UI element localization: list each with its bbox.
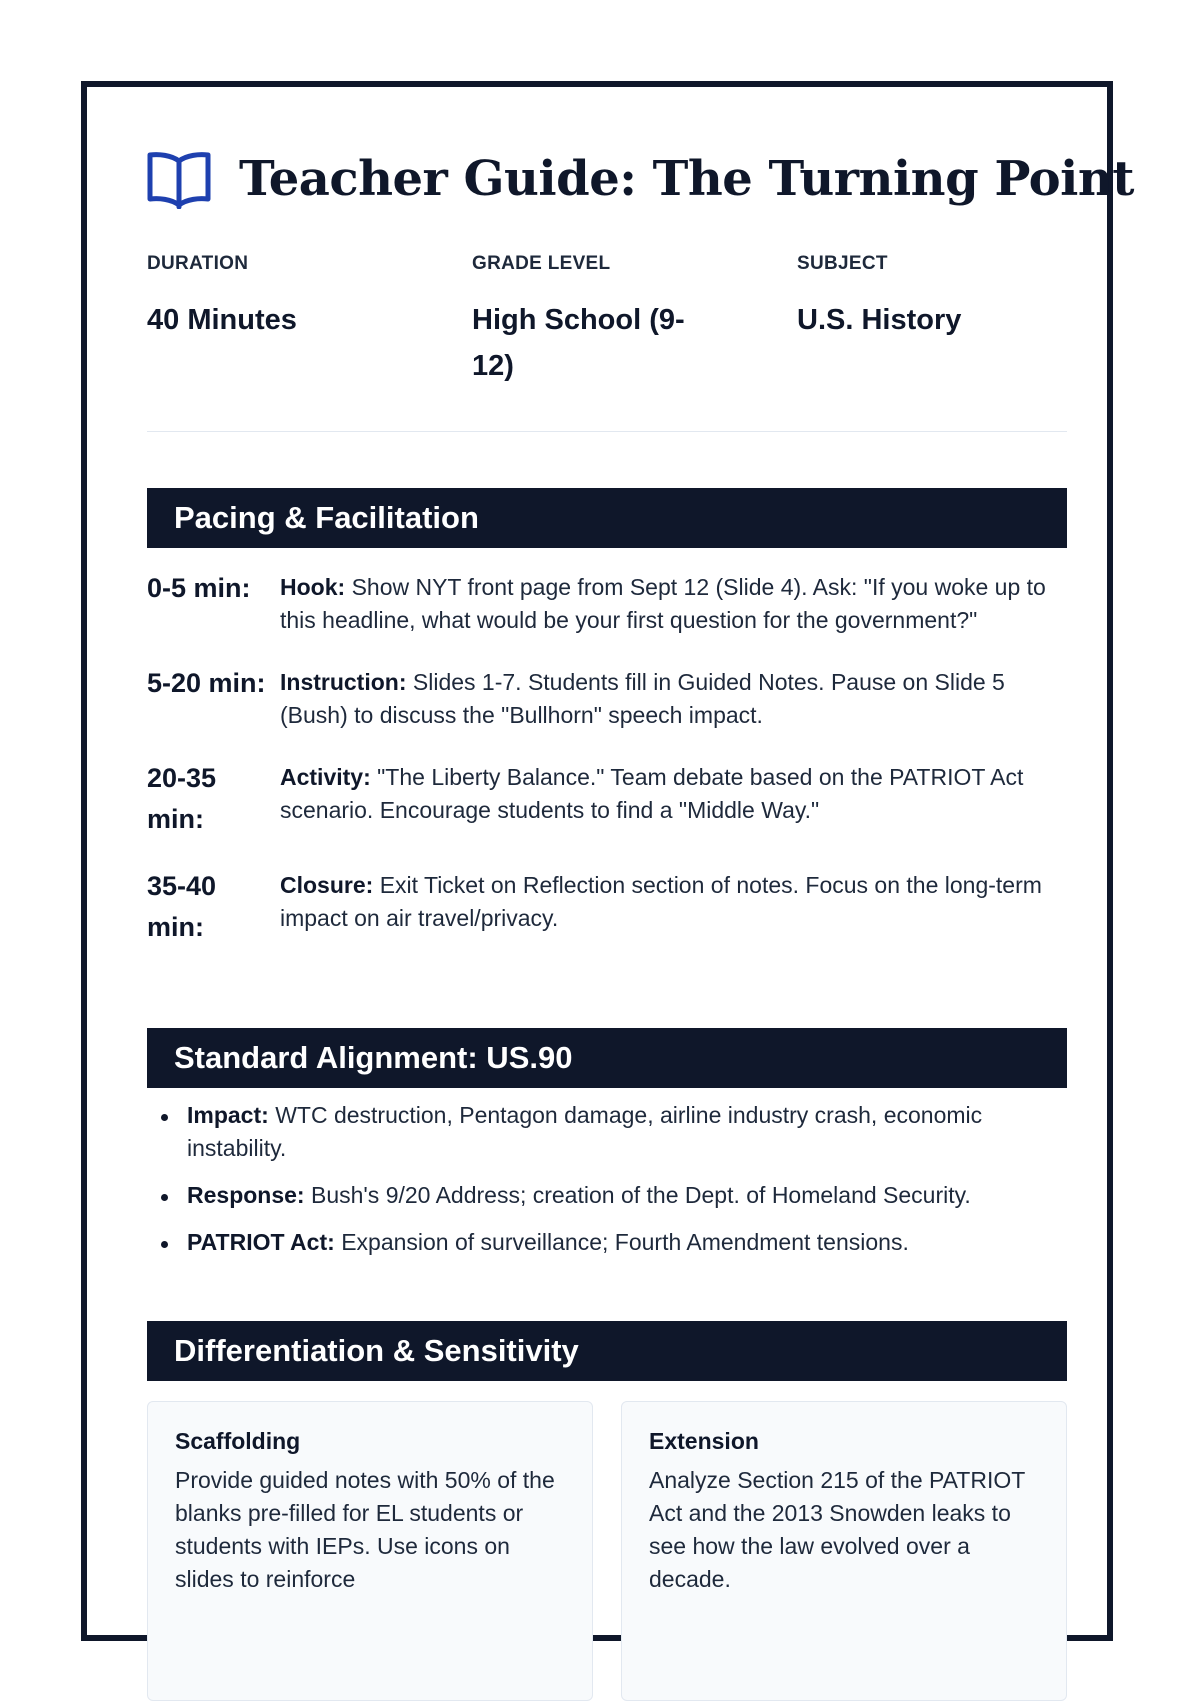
pacing-row (147, 663, 1067, 732)
meta-value: 40 Minutes (147, 304, 297, 336)
standard-label: PATRIOT Act: (187, 1229, 335, 1255)
meta-info (147, 253, 1067, 389)
scaffolding-box (147, 1401, 593, 1701)
box-title: Scaffolding (175, 1428, 301, 1454)
divider (147, 431, 1067, 432)
pacing-row (147, 758, 1067, 840)
standard-text: WTC destruction, Pentagon damage, airline industry crash, economic instability. (187, 1102, 983, 1161)
pacing-text: "The Liberty Balance." Team debate based on the PATRIOT Act scenario. Encourage students to find a "Middle Way." (280, 764, 1024, 823)
title-row (147, 149, 1134, 209)
pacing-time: 0-5 min: (147, 573, 251, 603)
extension-box (621, 1401, 1067, 1701)
standards-heading: Standard Alignment: US.90 (147, 1028, 1067, 1088)
pacing-label: Closure: (280, 872, 374, 898)
teacher-guide-card (81, 81, 1134, 1641)
meta-label: DURATION (147, 253, 249, 274)
differentiation-boxes (147, 1401, 1067, 1701)
pacing-text: Slides 1-7. Students fill in Guided Notes. Pause on Slide 5 (Bush) to discuss the "Bullhorn" speech impact. (280, 669, 1005, 728)
pacing-description (280, 663, 1067, 732)
meta-value: High School (9-12) (472, 304, 685, 382)
standard-text: Bush's 9/20 Address; creation of the Dept. of Homeland Security. (310, 1182, 971, 1208)
list-item (147, 1179, 1067, 1212)
standard-label: Impact: (187, 1102, 269, 1128)
standard-label: Response: (187, 1182, 305, 1208)
pacing-label: Hook: (280, 574, 346, 600)
meta-value: U.S. History (797, 304, 962, 336)
pacing-description (280, 568, 1067, 637)
box-text: Analyze Section 215 of the PATRIOT Act and the 2013 Snowden leaks to see how the law evolved over a decade. (649, 1467, 1025, 1592)
meta-label: GRADE LEVEL (472, 253, 611, 274)
list-item (147, 1099, 1067, 1165)
pacing-time: 20-35 min: (147, 763, 217, 834)
pacing-list (147, 568, 1067, 974)
pacing-heading: Pacing & Facilitation (147, 488, 1067, 548)
pacing-description (280, 758, 1067, 840)
meta-duration (147, 253, 472, 389)
book-open-icon (147, 149, 211, 209)
differentiation-heading: Differentiation & Sensitivity (147, 1321, 1067, 1381)
standard-text: Expansion of surveillance; Fourth Amendment tensions. (341, 1229, 909, 1255)
pacing-time: 35-40 min: (147, 871, 217, 942)
pacing-row (147, 866, 1067, 948)
pacing-row (147, 568, 1067, 637)
pacing-description (280, 866, 1067, 948)
meta-grade-level (472, 253, 797, 389)
box-title: Extension (649, 1428, 759, 1454)
pacing-label: Activity: (280, 764, 371, 790)
pacing-text: Exit Ticket on Reflection section of notes. Focus on the long-term impact on air travel/privacy. (280, 872, 1042, 931)
standards-list (147, 1099, 1067, 1273)
box-text: Provide guided notes with 50% of the blanks pre-filled for EL students or students with IEPs. Use icons on slides to reinforce (175, 1467, 555, 1592)
meta-label: SUBJECT (797, 253, 888, 274)
pacing-label: Instruction: (280, 669, 407, 695)
list-item (147, 1226, 1067, 1259)
meta-subject (797, 253, 1067, 389)
pacing-time: 5-20 min: (147, 668, 266, 698)
pacing-text: Show NYT front page from Sept 12 (Slide 4). Ask: "If you woke up to this headline, what would be your first question for the government?" (280, 574, 1046, 633)
page-title: Teacher Guide: The Turning Point (239, 151, 1134, 207)
